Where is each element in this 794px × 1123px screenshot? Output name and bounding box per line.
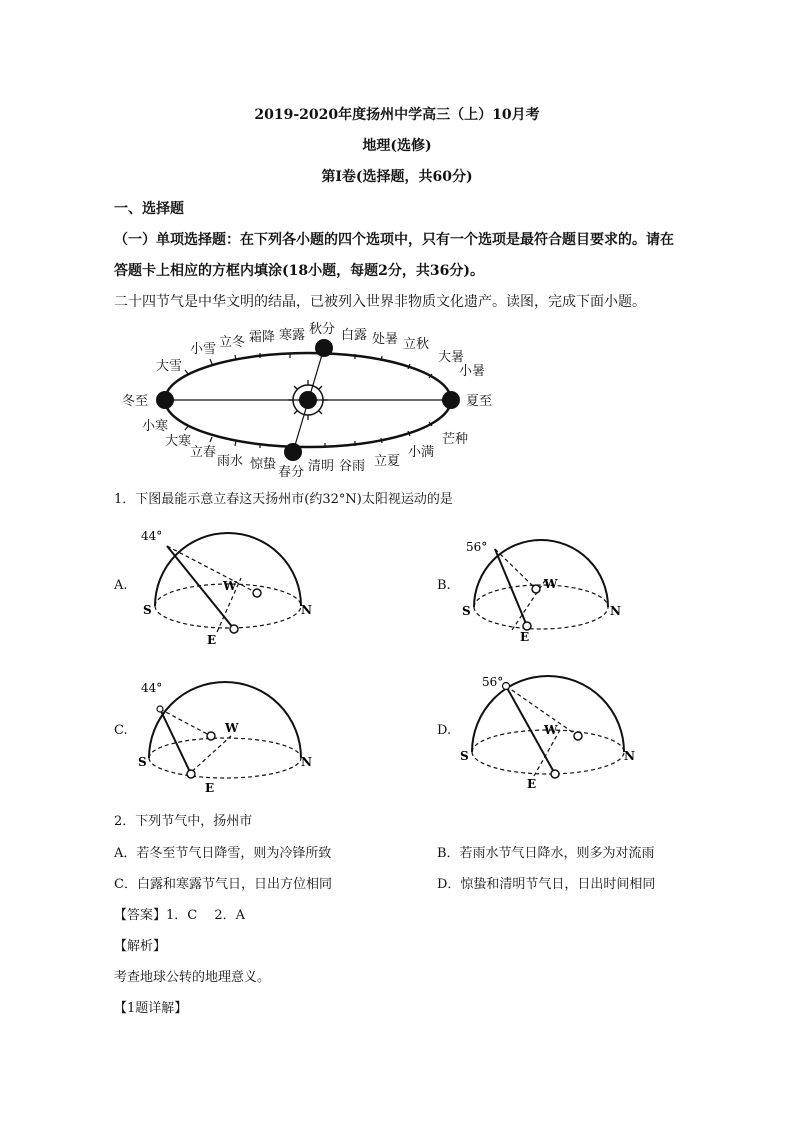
option-c-letter: C. bbox=[114, 723, 128, 738]
east-label: E bbox=[205, 781, 215, 795]
term-label: 谷雨 bbox=[339, 459, 366, 474]
term-label: 大寒 bbox=[165, 434, 192, 449]
option-d-letter: D. bbox=[437, 723, 452, 738]
instruction-line-1: （一）单项选择题：在下列各小题的四个选项中，只有一个选项是最符合题目要求的。请在 bbox=[114, 232, 674, 248]
term-label: 清明 bbox=[308, 459, 335, 474]
east-label: E bbox=[520, 630, 530, 644]
term-label: 秋分 bbox=[309, 322, 336, 337]
south-label: S bbox=[462, 604, 471, 618]
term-label: 立秋 bbox=[403, 337, 430, 352]
q2-option-c: C．白露和寒露节气日，日出方位相同 bbox=[114, 877, 332, 892]
term-label: 大暑 bbox=[438, 350, 465, 365]
north-label: N bbox=[301, 603, 312, 617]
west-label: W bbox=[223, 579, 237, 593]
intro-text: 二十四节气是中华文明的结晶，已被列入世界非物质文化遗产。读图，完成下面小题。 bbox=[114, 294, 646, 310]
term-label: 处暑 bbox=[372, 332, 399, 347]
term-label: 立夏 bbox=[374, 454, 401, 469]
angle-label: 56° bbox=[466, 540, 488, 554]
option-d-diagram bbox=[460, 672, 640, 797]
term-label: 春分 bbox=[278, 465, 305, 480]
term-label: 立春 bbox=[190, 445, 217, 460]
option-b-letter: B. bbox=[437, 578, 451, 593]
angle-label: 44° bbox=[141, 681, 163, 695]
term-label: 芒种 bbox=[442, 432, 469, 447]
exam-title: 2019-2020年度扬州中学高三（上）10月考 bbox=[254, 107, 540, 123]
north-label: N bbox=[610, 604, 621, 618]
term-label: 冬至 bbox=[122, 394, 149, 409]
south-label: S bbox=[138, 755, 147, 769]
term-label: 大雪 bbox=[156, 359, 183, 374]
detail-label: 【1题详解】 bbox=[114, 1001, 188, 1016]
term-label: 雨水 bbox=[217, 454, 244, 469]
south-label: S bbox=[460, 749, 469, 763]
term-label: 小暑 bbox=[459, 364, 486, 379]
term-label: 惊蛰 bbox=[250, 457, 277, 472]
north-label: N bbox=[624, 749, 635, 763]
section-heading: 一、选择题 bbox=[114, 201, 184, 217]
option-a-letter: A. bbox=[114, 578, 128, 593]
analysis-text: 考查地球公转的地理意义。 bbox=[114, 970, 271, 985]
q2-option-d: D．惊蛰和清明节气日，日出时间相同 bbox=[437, 877, 656, 892]
term-label: 小满 bbox=[408, 445, 435, 460]
west-label: W bbox=[225, 721, 239, 735]
instruction-line-2: 答题卡上相应的方框内填涂(18小题，每题2分，共36分)。 bbox=[114, 263, 484, 279]
term-label: 夏至 bbox=[466, 394, 493, 409]
term-label: 霜降 bbox=[249, 330, 276, 345]
term-label: 立冬 bbox=[219, 335, 246, 350]
option-b-diagram bbox=[460, 527, 625, 645]
exam-subject: 地理(选修) bbox=[362, 138, 432, 154]
analysis-label: 【解析】 bbox=[114, 939, 167, 954]
term-label: 小寒 bbox=[142, 419, 169, 434]
question-2-text: 2．下列节气中，扬州市 bbox=[114, 814, 253, 829]
east-label: E bbox=[207, 633, 217, 647]
option-c-diagram bbox=[135, 672, 320, 797]
exam-part: 第Ⅰ卷(选择题，共60分) bbox=[321, 169, 473, 185]
angle-label: 44° bbox=[141, 529, 163, 543]
term-label: 小雪 bbox=[190, 342, 217, 357]
term-label: 寒露 bbox=[279, 328, 306, 343]
north-label: N bbox=[301, 755, 312, 769]
angle-label: 56° bbox=[482, 675, 504, 689]
question-1-text: 1．下图最能示意立春这天扬州市(约32°N)太阳视运动的是 bbox=[114, 492, 453, 507]
term-label: 白露 bbox=[341, 328, 368, 343]
solar-terms-orbit-diagram bbox=[110, 318, 520, 483]
west-label: W bbox=[544, 577, 558, 591]
q2-option-a: A．若冬至节气日降雪，则为冷锋所致 bbox=[114, 846, 332, 861]
q2-option-b: B．若雨水节气日降水，则多为对流雨 bbox=[437, 846, 655, 861]
east-label: E bbox=[527, 777, 537, 791]
answer-line: 【答案】1．C 2．A bbox=[114, 908, 246, 923]
option-a-diagram bbox=[135, 522, 320, 647]
south-label: S bbox=[143, 603, 152, 617]
west-label: W bbox=[544, 723, 558, 737]
